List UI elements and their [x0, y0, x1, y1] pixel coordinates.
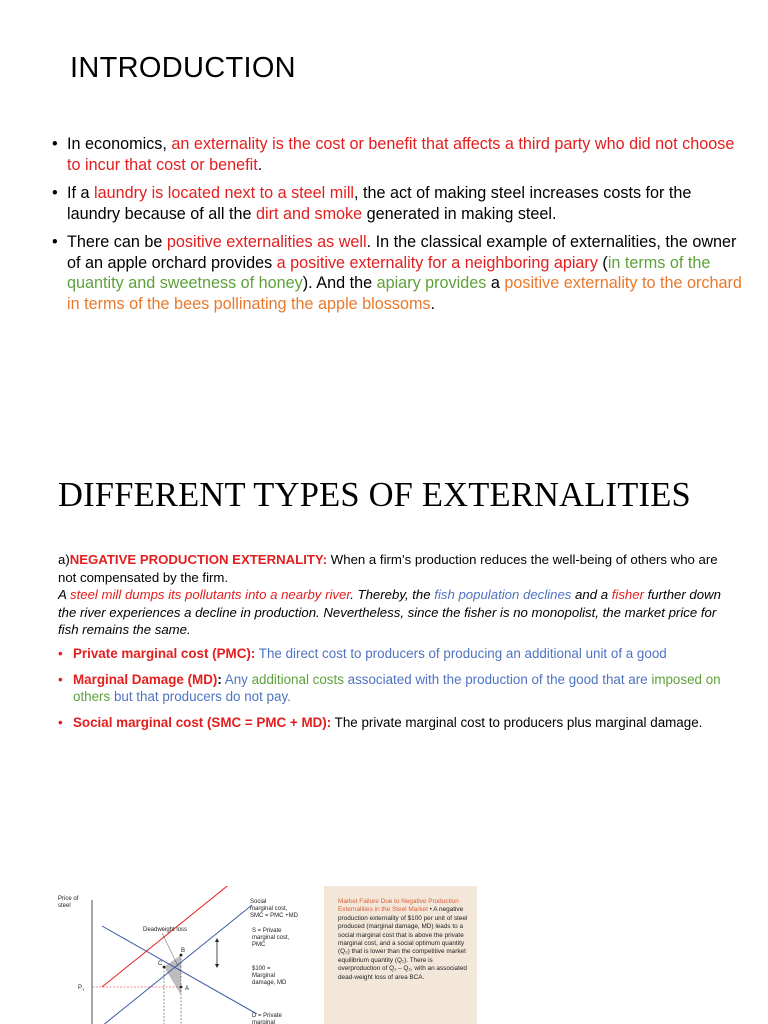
externality-figure — [52, 886, 322, 1024]
label-a: A — [185, 986, 190, 992]
definitions-list — [58, 645, 728, 739]
definition-text-green: additional costs — [251, 671, 344, 687]
bullet-dot: • — [58, 714, 63, 730]
text: . — [430, 294, 436, 313]
text: In economics, — [67, 135, 172, 153]
point-c — [163, 966, 166, 969]
label-c: C — [158, 961, 163, 967]
intro-bullet-1 — [52, 134, 742, 175]
bullet-dot: • — [52, 233, 58, 251]
text: A — [58, 587, 70, 602]
negative-externality-intro — [58, 551, 738, 639]
caption-heading: Market Failure Due to Negative Production Externalities in the Steel Market — [338, 898, 459, 914]
label-b: B — [181, 948, 186, 954]
term-label: Marginal Damage (MD) — [73, 671, 218, 687]
md-arrow-head-up — [215, 938, 219, 942]
text: generated in making steel. — [362, 204, 557, 223]
p1-label: $P_1$ — [78, 985, 85, 992]
highlight-text: laundry is located next to a steel mill — [94, 184, 355, 202]
definition-text: but that producers do not pay. — [110, 689, 291, 704]
md-arrow-head-down — [215, 964, 219, 968]
heading-text: NEGATIVE PRODUCTION EXTERNALITY: — [69, 552, 328, 567]
definition-text-green: imposed on others — [73, 671, 721, 704]
figure-caption — [338, 898, 468, 982]
deadweight-loss-area — [164, 955, 181, 995]
text: further down the river experiences a decline in production. Nevertheless, since the fisher is no monopolist, the market price for fish remains the same. — [58, 587, 721, 637]
intro-title: INTRODUCTION — [70, 52, 296, 84]
highlight-text-green: in terms of the quantity and sweetness of honey — [67, 253, 711, 292]
text: ( — [597, 253, 608, 272]
text: and a — [571, 587, 612, 602]
caption-body: • A negative production externality of $100 per unit of steel produced (marginal damage, MD) leads to a social marginal cost that is above the private marginal cost, and a social optimum quantity (Q₂) that is lower than the competitive market equilibrium quantity (Q₁). There is overproduction of Q₁ – Q₂, with an associated dead-weight loss of area BCA. — [338, 906, 468, 981]
highlight-text: fisher — [611, 587, 644, 602]
highlight-text: a positive externality for a neighboring apiary — [276, 253, 598, 272]
definition-text: associated with the production of the good that are — [343, 671, 652, 687]
smc-bullet — [58, 714, 728, 732]
definition-text: The private marginal cost to producers plus marginal damage. — [331, 714, 703, 730]
intro-bullet-2 — [52, 183, 742, 224]
bullet-dot: • — [52, 184, 58, 202]
text: When a firm’s production reduces the well-being of others who are not compensated by the firm. — [58, 552, 718, 585]
text: : — [217, 671, 222, 687]
highlight-text: positive externalities as well — [166, 233, 367, 251]
text: . Thereby, the — [350, 587, 435, 602]
definition-text: The direct cost to producers of producing an additional unit of a good — [255, 646, 667, 661]
deadweight-loss-label: Deadweight loss — [143, 927, 188, 933]
supply-label: S = Private marginal cost, PMC — [252, 928, 290, 948]
pmc-bullet — [58, 645, 728, 663]
text: ). And the — [302, 274, 377, 292]
example-line — [58, 586, 738, 639]
md-bullet — [58, 671, 728, 706]
definition-text: Any — [221, 671, 252, 687]
highlight-text-green: apiary provides — [376, 274, 487, 292]
demand-curve — [102, 926, 257, 1014]
types-title: DIFFERENT TYPES OF EXTERNALITIES — [58, 476, 691, 514]
bullet-dot: • — [58, 671, 63, 687]
demand-label: D = Private marginal — [252, 1013, 282, 1024]
point-b — [180, 954, 183, 957]
figure-svg — [52, 886, 322, 1024]
intro-bullet-3 — [52, 232, 742, 314]
highlight-text: steel mill dumps its pollutants into a nearby river — [69, 587, 351, 602]
highlight-text: an externality is the cost or benefit that affects a third party who did not choose to incur that cost or benefit — [67, 135, 735, 174]
highlight-text-blue: fish population declines — [434, 587, 572, 602]
text: If a — [67, 184, 94, 202]
text: a — [486, 274, 505, 292]
figure-caption-box — [324, 886, 477, 1024]
y-axis-label: Price of steel — [58, 896, 79, 909]
term-label: Social marginal cost (SMC = PMC + MD): — [73, 714, 332, 730]
text: . In the classical example of externalities, the owner of an apple orchard provides — [67, 233, 737, 272]
point-a — [180, 986, 183, 989]
definition-line — [58, 551, 738, 586]
bullet-dot: • — [52, 135, 58, 153]
smc-label: Social marginal cost, SMC = PMC +MD — [250, 899, 299, 919]
highlight-text: dirt and smoke — [255, 204, 363, 223]
intro-bullet-list — [52, 134, 742, 322]
term-label: Private marginal cost (PMC): — [73, 646, 256, 661]
text: There can be — [67, 233, 167, 251]
md-label: $100 = Marginal damage, MD — [252, 966, 287, 986]
highlight-text-orange: positive externality to the orchard in terms of the bees pollinating the apple blossoms — [67, 274, 742, 313]
text: a) — [58, 552, 70, 567]
text: , the act of making steel increases costs for the laundry because of all the — [67, 184, 692, 223]
text: . — [257, 155, 263, 174]
bullet-dot: • — [58, 646, 63, 661]
